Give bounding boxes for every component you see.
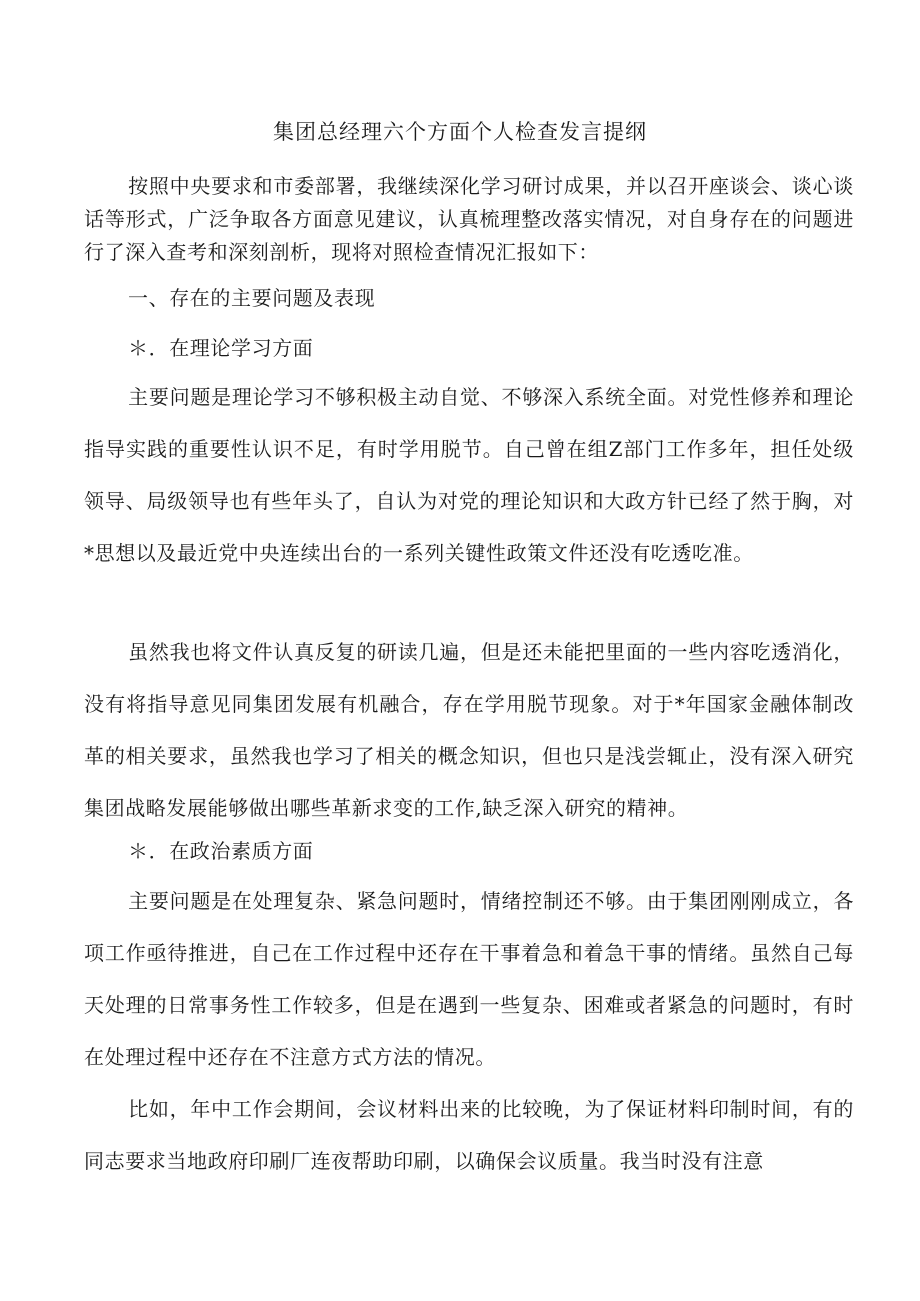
theory-study-paragraph-1	[84, 371, 854, 579]
intro-text: 按照中央要求和市委部署，我继续深化学习研讨成果，并以召开座谈会、谈心谈话等形式，广泛争取各方面意见建议，认真梳理整改落实情况，对自身存在的问题进行了深入查考和深刻剖析，现将对照检查情况汇报如下：	[84, 174, 854, 264]
subsection-heading-theory-study: ＊．在理论学习方面	[128, 336, 314, 360]
theory-study-paragraph-2	[84, 626, 854, 834]
theory-study-text-1: 主要问题是理论学习不够积极主动自觉、不够深入系统全面。对党性修养和理论指导实践的重要性认识不足，有时学用脱节。自己曾在组Z部门工作多年，担任处级领导、局级领导也有些年头了，自认为对党的理论知识和大政方针已经了然于胸，对*思想以及最近党中央连续出台的一系列关键性政策文件还没有吃透吃准。	[84, 385, 854, 565]
political-quality-paragraph-1	[84, 875, 854, 1083]
political-quality-text-1: 主要问题是在处理复杂、紧急问题时，情绪控制还不够。由于集团刚刚成立，各项工作亟待推进，自己在工作过程中还存在干事着急和着急干事的情绪。虽然自己每天处理的日常事务性工作较多，但是在遇到一些复杂、困难或者紧急的问题时，有时在处理过程中还存在不注意方式方法的情况。	[84, 889, 854, 1069]
theory-study-text-2: 虽然我也将文件认真反复的研读几遍，但是还未能把里面的一些内容吃透消化，没有将指导意见同集团发展有机融合，存在学用脱节现象。对于*年国家金融体制改革的相关要求，虽然我也学习了相关的概念知识，但也只是浅尝辄止，没有深入研究集团战略发展能够做出哪些革新求变的工作,缺乏深入研究的精神。	[84, 640, 854, 820]
subsection-heading-political-quality: ＊．在政治素质方面	[128, 839, 314, 863]
political-quality-paragraph-2	[84, 1083, 854, 1187]
intro-paragraph	[84, 170, 854, 269]
document-title: 集团总经理六个方面个人检查发言提纲	[273, 120, 647, 144]
political-quality-text-2: 比如，年中工作会期间，会议材料出来的比较晚，为了保证材料印制时间，有的同志要求当地政府印刷厂连夜帮助印刷，以确保会议质量。我当时没有注意	[84, 1097, 854, 1173]
section-heading-problems: 一、存在的主要问题及表现	[128, 286, 376, 310]
